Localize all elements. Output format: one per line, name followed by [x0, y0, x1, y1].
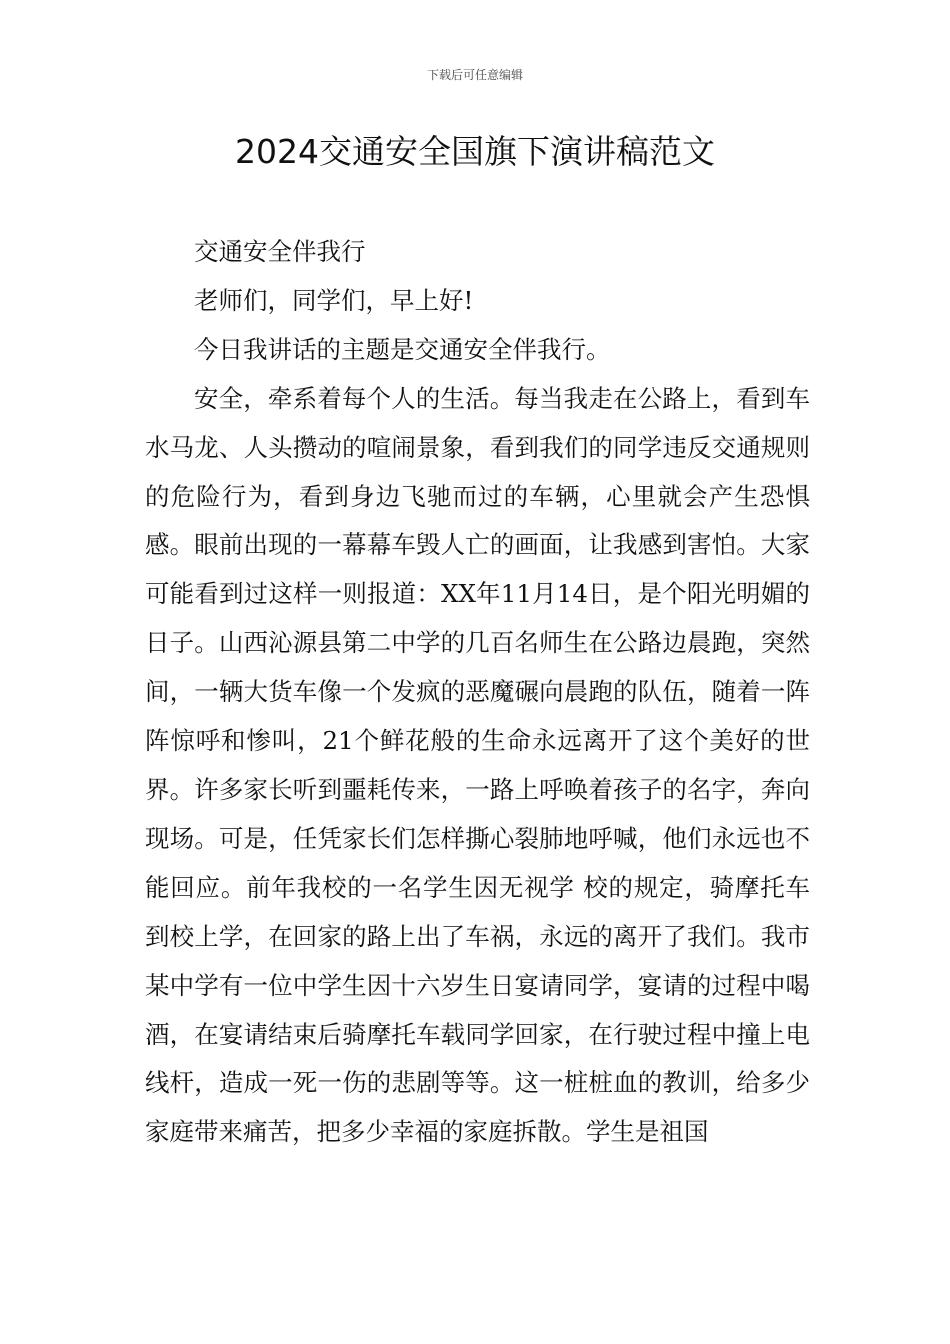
- header-note: 下载后可任意编辑: [426, 68, 523, 82]
- document-body: [145, 228, 810, 1157]
- paragraph-greeting: 老师们，同学们，早上好!: [194, 285, 474, 315]
- paragraph-subtitle: 交通安全伴我行: [194, 237, 366, 266]
- paragraph-topic: 今日我讲话的主题是交通安全伴我行。: [194, 334, 611, 364]
- document-title: 2024交通安全国旗下演讲稿范文: [235, 132, 715, 171]
- paragraph-main: 安全，牵系着每个人的生活。每当我走在公路上，看到车水马龙、人头攒动的喧闹景象，看到我们的同学违反交通规则的危险行为，看到身边飞驰而过的车辆，心里就会产生恐惧感。眼前出现的一幕幕车毁人亡的画面，让我感到害怕。大家可能看到过这样一则报道：XX年11月14日，是个阳光明媚的日子。山西沁源县第二中学的几百名师生在公路边晨跑，突然间，一辆大货车像一个发疯的恶魔碾向晨跑的队伍，随着一阵阵惊呼和惨叫，21个鲜花般的生命永远离开了这个美好的世界。许多家长听到噩耗传来，一路上呼唤着孩子的名字，奔向现场。可是，任凭家长们怎样撕心裂肺地呼喊，他们永远也不能回应。前年我校的一名学生因无视学 校的规定，骑摩托车到校上学，在回家的路上出了车祸，永远的离开了我们。我市某中学有一位中学生因十六岁生日宴请同学，宴请的过程中喝酒，在宴请结束后骑摩托车载同学回家，在行驶过程中撞上电线杆，造成一死一伤的悲剧等等。这一桩桩血的教训，给多少家庭带来痛苦，把多少幸福的家庭拆散。学生是祖国: [145, 383, 810, 1147]
